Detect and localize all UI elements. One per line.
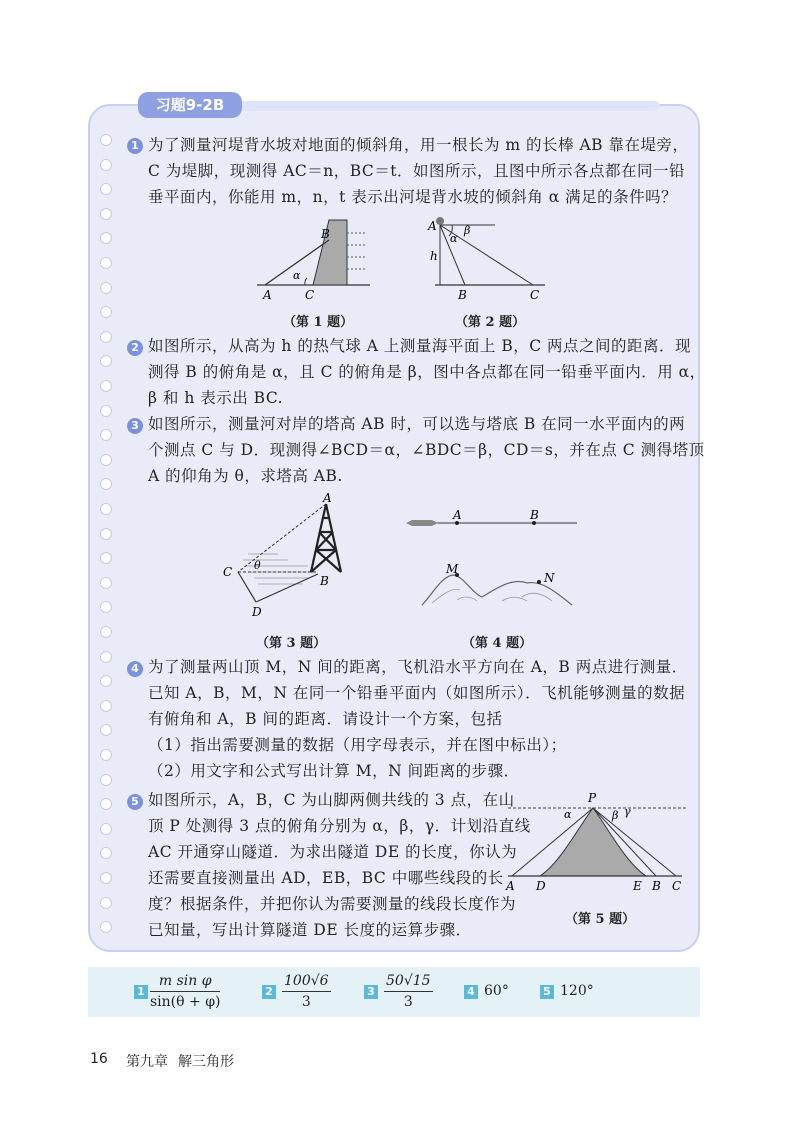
fig4-label-a: A bbox=[453, 508, 462, 522]
problem-3-line-3: A 的仰角为 θ，求塔高 AB. bbox=[148, 467, 343, 485]
binder-ring bbox=[100, 749, 112, 761]
answer-1-numerator: m sin φ bbox=[150, 973, 220, 992]
fig5-label-c: C bbox=[672, 879, 682, 893]
problem-3-line-1: 如图所示，测量河对岸的塔高 AB 时，可以选与塔底 B 在同一水平面内的两 bbox=[148, 415, 686, 433]
problem-3-line-2: 个测点 C 与 D．现测得∠BCD＝α，∠BDC＝β，CD＝s，并在点 C 测得塔顶 bbox=[148, 441, 705, 459]
fig4-label-m: M bbox=[446, 562, 459, 576]
problem-number-1: 1 bbox=[127, 138, 143, 154]
page-number: 16 bbox=[90, 1051, 108, 1067]
binder-ring bbox=[100, 577, 112, 589]
answer-number-4: 4 bbox=[464, 985, 478, 999]
figure-1-caption: （第 1 题） bbox=[283, 315, 354, 330]
fig1-label-b: B bbox=[321, 227, 330, 241]
binder-ring bbox=[100, 159, 112, 171]
figure-2-balloon bbox=[420, 212, 560, 304]
answer-3-fraction bbox=[384, 973, 433, 1010]
problem-5-line-2: 顶 P 处测得 3 点的俯角分别为 α，β，γ．计划沿直线 bbox=[148, 817, 531, 835]
problem-1-line-1: 为了测量河堤背水坡对地面的倾斜角，用一根长为 m 的长棒 AB 靠在堤旁， bbox=[148, 136, 689, 154]
answer-5-value: 120° bbox=[560, 983, 594, 999]
fig2-label-alpha: α bbox=[450, 232, 458, 245]
problem-4-line-1: 为了测量两山顶 M，N 间的距离，飞机沿水平方向在 A，B 两点进行测量． bbox=[148, 658, 688, 676]
fig3-label-d: D bbox=[252, 605, 262, 619]
figure-4-mountains bbox=[402, 505, 582, 620]
figure-5-tunnel bbox=[500, 788, 690, 896]
problem-5-line-3: AC 开通穿山隧道．为求出隧道 DE 的长度，你认为 bbox=[148, 843, 518, 861]
answer-2-numerator: 100√6 bbox=[282, 973, 331, 992]
answer-number-3: 3 bbox=[364, 985, 378, 999]
problem-number-2: 2 bbox=[127, 340, 143, 356]
binder-ring bbox=[100, 134, 112, 146]
fig4-label-b: B bbox=[530, 508, 539, 522]
binder-ring bbox=[100, 651, 112, 663]
fig4-label-n: N bbox=[544, 571, 555, 585]
problem-4-line-5: （2）用文字和公式写出计算 M，N 间距离的步骤． bbox=[148, 762, 520, 780]
problem-4-line-2: 已知 A，B，M，N 在同一个铅垂平面内（如图所示）．飞机能够测量的数据 bbox=[148, 684, 686, 702]
binder-ring bbox=[100, 872, 112, 884]
problem-5-line-1: 如图所示，A，B，C 为山脚两侧共线的 3 点，在山 bbox=[148, 791, 515, 809]
fig1-label-c: C bbox=[305, 288, 315, 302]
problem-number-5: 5 bbox=[127, 794, 143, 810]
fig3-label-theta: θ bbox=[254, 559, 261, 572]
binder-ring bbox=[100, 823, 112, 835]
problem-5-line-4: 还需要直接测量出 AD，EB，BC 中哪些线段的长 bbox=[148, 869, 504, 887]
answers-strip bbox=[88, 967, 700, 1017]
binder-ring bbox=[100, 405, 112, 417]
answer-number-2: 2 bbox=[262, 985, 276, 999]
fig5-label-gamma: γ bbox=[624, 805, 631, 818]
fig3-label-c: C bbox=[223, 565, 233, 579]
chapter-title: 解三角形 bbox=[178, 1054, 234, 1070]
binder-ring bbox=[100, 897, 112, 909]
problem-2-line-2: 测得 B 的俯角是 α，且 C 的俯角是 β，图中各点都在同一铅垂平面内．用 α， bbox=[148, 363, 706, 381]
fig2-label-b: B bbox=[458, 288, 467, 302]
problem-1-line-2: C 为堤脚，现测得 AC＝n，BC＝t．如图所示，且图中所示各点都在同一铅 bbox=[148, 162, 686, 180]
binder-ring bbox=[100, 454, 112, 466]
problem-number-3: 3 bbox=[127, 418, 143, 434]
answer-1-denominator: sin(θ + φ) bbox=[150, 994, 221, 1010]
answer-2-fraction bbox=[282, 973, 331, 1010]
binder-ring bbox=[100, 503, 112, 515]
figure-2-caption: （第 2 题） bbox=[455, 315, 526, 330]
binder-ring bbox=[100, 282, 112, 294]
chapter-number: 第九章 bbox=[126, 1054, 168, 1070]
fig5-label-alpha: α bbox=[564, 808, 572, 821]
binder-ring bbox=[100, 331, 112, 343]
binder-ring bbox=[100, 257, 112, 269]
binder-ring bbox=[100, 380, 112, 392]
figure-1-dam bbox=[255, 215, 375, 305]
fig3-label-a: A bbox=[323, 492, 332, 505]
fig5-label-beta: β bbox=[612, 809, 619, 822]
figure-5-caption: （第 5 题） bbox=[565, 912, 636, 927]
problem-5-line-6: 已知量，写出计算隧道 DE 长度的运算步骤． bbox=[148, 921, 472, 939]
problem-number-4: 4 bbox=[127, 661, 143, 677]
title-bar-decoration bbox=[240, 101, 660, 111]
figure-3-tower bbox=[218, 492, 358, 620]
binder-ring bbox=[100, 700, 112, 712]
figure-3-caption: （第 3 题） bbox=[256, 636, 327, 651]
problem-4-line-4: （1）指出需要测量的数据（用字母表示，并在图中标出）； bbox=[148, 736, 567, 754]
answer-number-5: 5 bbox=[540, 985, 554, 999]
binder-ring bbox=[100, 208, 112, 220]
fig2-label-h: h bbox=[430, 249, 438, 263]
answer-3-numerator: 50√15 bbox=[384, 973, 433, 992]
answer-3-denominator: 3 bbox=[403, 994, 413, 1010]
fig5-label-a: A bbox=[506, 879, 515, 893]
figure-4-caption: （第 4 题） bbox=[462, 636, 533, 651]
binder-ring bbox=[100, 626, 112, 638]
fig1-label-a: A bbox=[263, 288, 272, 302]
problem-2-line-3: β 和 h 表示出 BC. bbox=[148, 389, 284, 407]
fig2-label-c: C bbox=[530, 288, 540, 302]
fig5-label-b: B bbox=[652, 879, 661, 893]
fig3-label-b: B bbox=[320, 574, 329, 588]
problem-5-line-5: 度？根据条件，并把你认为需要测量的线段长度作为 bbox=[148, 895, 517, 913]
fig5-label-d: D bbox=[536, 879, 546, 893]
problem-2-line-1: 如图所示，从高为 h 的热气球 A 上测量海平面上 B，C 两点之间的距离．现 bbox=[148, 337, 691, 355]
problem-4-line-3: 有俯角和 A，B 间的距离．请设计一个方案，包括 bbox=[148, 710, 503, 728]
problem-1-line-3: 垂平面内，你能用 m，n，t 表示出河堤背水坡的倾斜角 α 满足的条件吗？ bbox=[148, 188, 678, 206]
fig5-label-e: E bbox=[633, 879, 642, 893]
fig2-label-beta: β bbox=[464, 224, 471, 237]
fig5-label-p: P bbox=[588, 791, 597, 805]
binder-ring bbox=[100, 774, 112, 786]
answer-1-fraction bbox=[150, 973, 220, 1010]
answer-4-value: 60° bbox=[484, 983, 509, 999]
answer-number-1: 1 bbox=[134, 985, 148, 999]
fig1-label-alpha: α bbox=[293, 269, 301, 282]
binder-ring bbox=[100, 528, 112, 540]
fig2-label-a: A bbox=[428, 219, 437, 233]
section-title: 习题9-2B bbox=[138, 92, 242, 118]
answer-2-denominator: 3 bbox=[301, 994, 311, 1010]
